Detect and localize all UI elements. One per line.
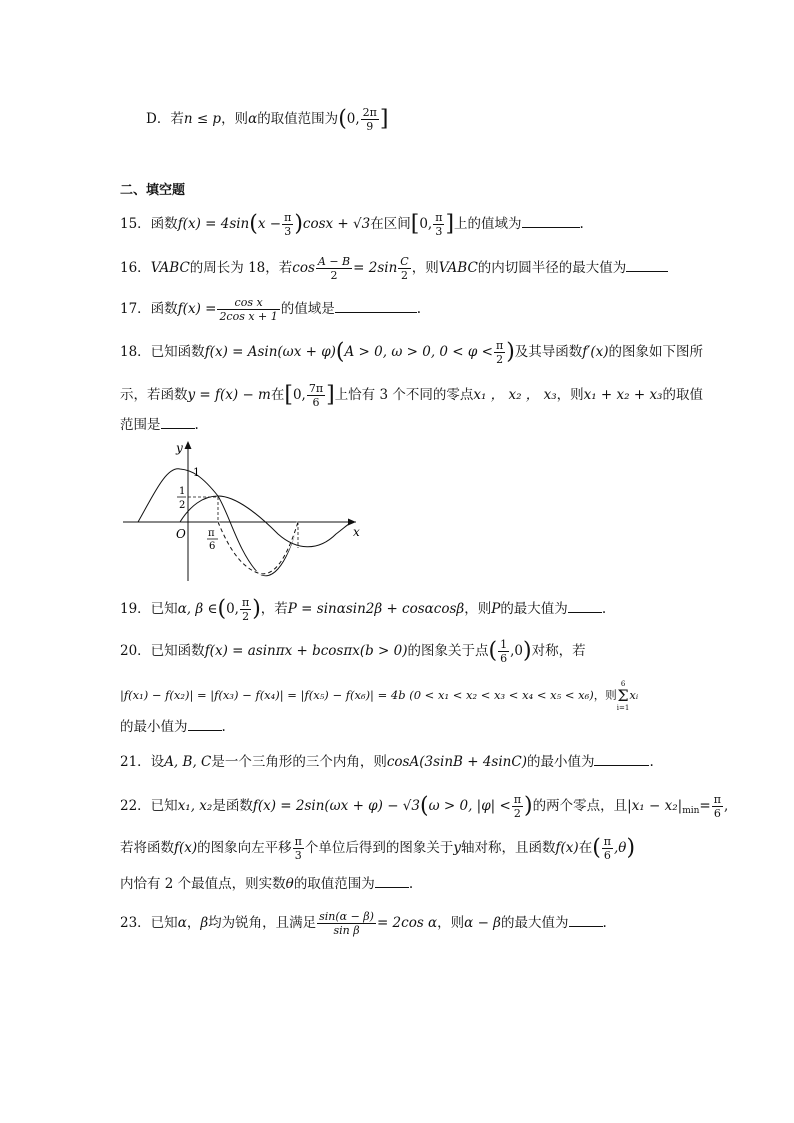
answer-blank (335, 300, 417, 313)
answer-blank (569, 914, 603, 927)
question-15: 15．函数f(x) = 4sin(x − $\frac{\pi}{3}$ )cosx + √3在区间[0, $\frac{\pi}{3}$ ]上的值域为 . (120, 211, 584, 238)
answer-blank (161, 416, 195, 429)
fraction: $\frac{\pi}{3}$ (284, 211, 292, 238)
origin-label: O (176, 527, 186, 541)
fraction: $\frac{2\pi}{9}$ (362, 106, 377, 133)
fraction: $\frac{\pi}{3}$ (294, 835, 302, 862)
function-graph (118, 436, 368, 586)
y-axis-arrow (185, 441, 192, 449)
fraction: $\frac{\pi}{3}$ (435, 211, 443, 238)
question-16: 16．VABC的周长为 18，若cos $\frac{A - B}{2}$ = 2sin $\frac{C}{2}$ ，则VABC的内切圆半径的最大值为 (120, 255, 684, 282)
question-19: 19．已知α, β ∈(0, $\frac{\pi}{2}$ )，若P = sinαsin2β + cosαcosβ，则P的最大值为 . (120, 596, 607, 623)
question-21: 21．设A, B, C是一个三角形的三个内角，则cosA(3sinB + 4sinC)的最小值为 . (120, 754, 654, 770)
fraction: $\frac{C}{2}$ (400, 255, 409, 282)
answer-blank (626, 259, 668, 272)
question-20-line2: |f(x₁) − f(x₂)| = |f(x₃) − f(x₄)| = |f(x₅) − f(x₆)| = 4b (0 < x₁ < x₂ < x₃ < x₄ < x₅ < x₆)，则6 Σ i=1xᵢ (120, 680, 639, 712)
fraction: $\frac{A - B}{2}$ (317, 255, 351, 282)
option-d: D．若n ≤ p，则α的取值范围为(0, $\frac{2\pi}{9}$ ] (146, 106, 389, 133)
answer-blank (594, 753, 649, 766)
fraction: $\frac{\pi}{6}$ (713, 793, 721, 820)
question-18-line1: 18．已知函数f(x) = Asin(ωx + φ)(A > 0, ω > 0, 0 < φ < $\frac{\pi}{2}$ )及其导函数f′(x)的图象如下图所 (120, 339, 703, 366)
answer-blank (522, 215, 580, 228)
question-22-line1: 22．已知x₁, x₂是函数f(x) = 2sin(ωx + φ) − √3(ω > 0, |φ| < $\frac{\pi}{2}$ )的两个零点，且$|x_1 - x_2|_{min}=$ $\frac{\pi}{6}$ , (120, 793, 729, 820)
tick-pi: π (208, 528, 215, 539)
fraction: $\frac{\pi}{6}$ (603, 835, 612, 862)
question-20-line1: 20．已知函数f(x) = asinπx + bcosπx(b > 0)的图象关于点( $\frac{1}{6}$ ,0)对称，若 (120, 638, 586, 665)
fraction: $\frac{1}{6}$ (500, 638, 508, 665)
question-18-line2: 示，若函数y = f(x) − m在[0, $\frac{7\pi}{6}$ ]上恰有 3 个不同的零点x₁ ， x₂ ， x₃，则x₁ + x₂ + x₃的取值 (120, 382, 703, 409)
question-18-line3: 范围是 . (120, 417, 199, 433)
fraction: $\frac{\pi}{2}$ (513, 793, 522, 820)
sum-symbol: 6 Σ i=1 (616, 680, 630, 712)
question-23: 23．已知α，β均为锐角，且满足 $\frac{\sin(\alpha - \beta)}{\text{sin β}}$ = 2cos α，则α − β的最大值为 . (120, 910, 607, 937)
fraction: $\frac{\sin(\alpha - \beta)}{\text{sin β}}$ (319, 910, 374, 937)
fraction: $\frac{7\pi}{6}$ (308, 382, 324, 409)
answer-blank (568, 600, 602, 613)
tick-half-den: 2 (179, 500, 186, 511)
question-20-line3: 的最小值为 . (120, 719, 226, 735)
tick-half-num: 1 (179, 486, 186, 497)
fraction: $\frac{\text{cos x}}{\text{2cos x + 1}}$ (219, 296, 278, 323)
section-title: 二、填空题 (120, 183, 186, 198)
tick-1: 1 (193, 466, 200, 479)
question-22-line2: 若将函数f(x)的图象向左平移 $\frac{\pi}{3}$ 个单位后得到的图象关于y轴对称，且函数f(x)在( $\frac{\pi}{6}$ ,θ) (120, 835, 636, 862)
answer-blank (188, 718, 222, 731)
x-label: x (353, 525, 360, 539)
question-17: 17．函数f(x) = $\frac{\text{cos x}}{\text{2cos x + 1}}$ 的值域是 . (120, 296, 422, 323)
fraction: $\frac{\pi}{2}$ (241, 596, 250, 623)
y-label: y (176, 441, 183, 455)
tick-six: 6 (209, 541, 216, 552)
answer-blank (375, 875, 409, 888)
fraction: $\frac{\pi}{2}$ (495, 339, 504, 366)
question-22-line3: 内恰有 2 个最值点，则实数θ的取值范围为 . (120, 876, 414, 892)
function-curve (180, 496, 352, 547)
